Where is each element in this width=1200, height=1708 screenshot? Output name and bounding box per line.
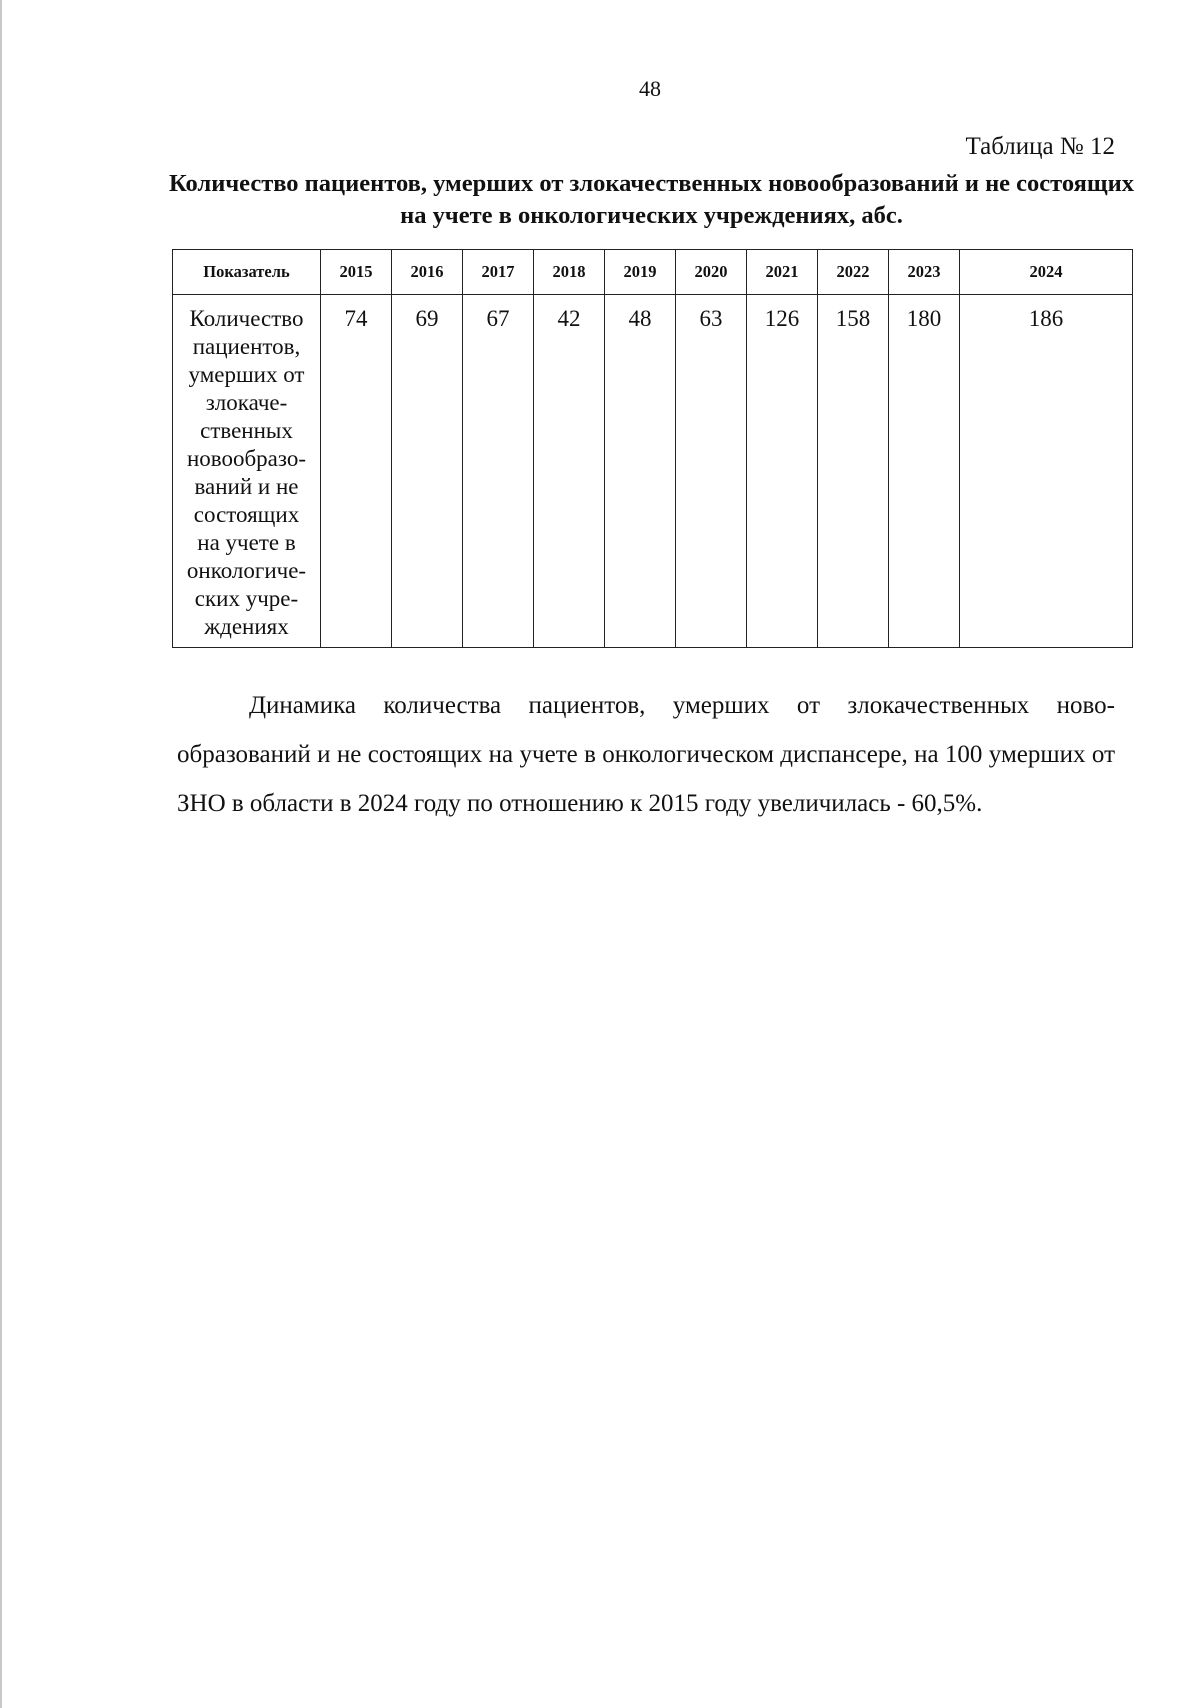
indicator-cell — [173, 295, 321, 648]
value-cell: 74 — [321, 295, 392, 648]
indicator-line: ских учре- — [194, 586, 299, 611]
indicator-line: состоящих — [193, 502, 300, 527]
indicator-line: онкологиче- — [186, 558, 307, 583]
value-cell: 67 — [463, 295, 534, 648]
value-cell: 180 — [889, 295, 960, 648]
header-year: 2017 — [463, 250, 534, 295]
header-year: 2019 — [605, 250, 676, 295]
indicator-line: пациентов, — [192, 334, 301, 359]
header-indicator: Показатель — [173, 250, 321, 295]
value-cell: 48 — [605, 295, 676, 648]
indicator-line: ваний и не — [194, 474, 299, 499]
indicator-line: умерших от — [188, 362, 305, 387]
header-year: 2020 — [676, 250, 747, 295]
table-title: Количество пациентов, умерших от злокачественных новообразований и не состоящих на учете в онкологических учреждениях, абс. — [169, 170, 1134, 229]
header-year: 2024 — [960, 250, 1133, 295]
value-cell: 158 — [818, 295, 889, 648]
indicator-line: новообразо- — [186, 446, 307, 471]
value-cell: 126 — [747, 295, 818, 648]
value-cell: 186 — [960, 295, 1133, 648]
page-number: 48 — [639, 76, 661, 101]
header-year: 2015 — [321, 250, 392, 295]
value-cell: 69 — [392, 295, 463, 648]
header-year: 2022 — [818, 250, 889, 295]
table-label: Таблица № 12 — [965, 133, 1115, 160]
data-table — [172, 249, 1133, 648]
header-year: 2023 — [889, 250, 960, 295]
indicator-line: Количество — [189, 306, 304, 331]
value-cell: 63 — [676, 295, 747, 648]
table-row — [173, 295, 1133, 648]
body-paragraph: Динамика количества пациентов, умерших от злокачественных ново-образований и не состоящих на учете в онкологическом диспансере, на 100 умерших от ЗНО в области в 2024 году по отношению к 2015 году увеличилась - 60,5%. — [177, 692, 1115, 817]
header-year: 2016 — [392, 250, 463, 295]
indicator-line: ственных — [200, 418, 293, 443]
value-cell: 42 — [534, 295, 605, 648]
header-year: 2018 — [534, 250, 605, 295]
indicator-line: ждениях — [204, 614, 289, 639]
scan-edge-line — [0, 0, 2, 1708]
table-header-row — [173, 250, 1133, 295]
header-year: 2021 — [747, 250, 818, 295]
indicator-line: злокаче- — [205, 390, 288, 415]
indicator-line: на учете в — [197, 530, 296, 555]
